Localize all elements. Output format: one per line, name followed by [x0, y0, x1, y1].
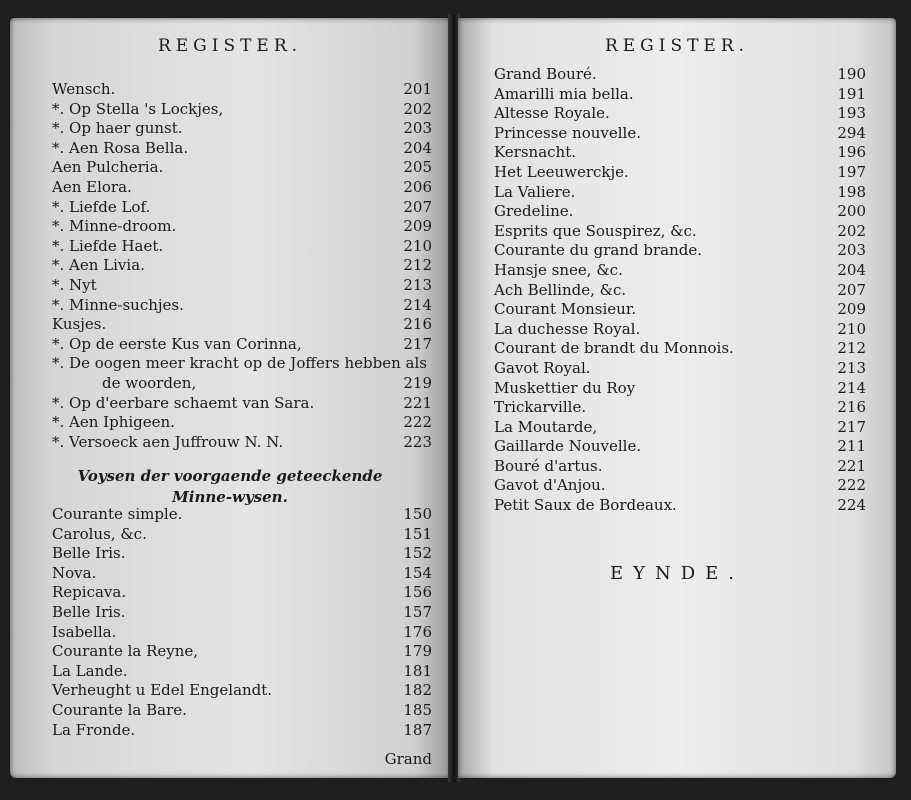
entry-title: Aen Pulcheria.: [52, 158, 164, 177]
entry-page-number: 214: [837, 378, 866, 397]
entry-title: La Valiere.: [494, 182, 576, 201]
right-index-list: [458, 65, 896, 516]
index-entry: [10, 315, 450, 335]
entry-title: Petit Saux de Bordeaux.: [494, 496, 677, 515]
entry-title: Trickarville.: [494, 398, 587, 417]
left-page: [10, 18, 450, 778]
index-entry: [458, 85, 896, 105]
index-entry: [10, 505, 450, 525]
index-entry: [10, 642, 450, 662]
index-entry: [458, 339, 896, 359]
entry-page-number: 221: [403, 393, 432, 412]
entry-title: Kusjes.: [52, 315, 107, 334]
entry-title: Altesse Royale.: [494, 104, 610, 123]
index-entry: [10, 178, 450, 198]
entry-page-number: 193: [837, 104, 866, 123]
entry-page-number: 152: [403, 544, 432, 563]
entry-title: *. Liefde Lof.: [52, 197, 151, 216]
entry-title: *. Aen Rosa Bella.: [52, 138, 189, 157]
entry-page-number: 203: [837, 241, 866, 260]
entry-page-number: 191: [837, 84, 866, 103]
entry-title: *. De oogen meer kracht op de Joffers hebben als: [52, 354, 427, 373]
index-entry: [10, 276, 450, 296]
entry-title: Ach Bellinde, &c.: [494, 280, 627, 299]
index-entry: [458, 124, 896, 144]
index-entry: [10, 80, 450, 100]
entry-title: *. Aen Livia.: [52, 256, 145, 275]
entry-page-number: 213: [837, 358, 866, 377]
entry-page-number: 211: [837, 437, 866, 456]
entry-page-number: 204: [403, 138, 432, 157]
entry-title: Carolus, &c.: [52, 524, 147, 543]
entry-page-number: 224: [837, 496, 866, 515]
entry-page-number: 176: [403, 622, 432, 641]
index-entry: [458, 300, 896, 320]
entry-page-number: 181: [403, 661, 432, 680]
entry-title: Courante la Bare.: [52, 700, 187, 719]
entry-page-number: 204: [837, 260, 866, 279]
entry-page-number: 221: [837, 456, 866, 475]
index-entry: [458, 143, 896, 163]
index-entry: [458, 163, 896, 183]
index-entry: [10, 335, 450, 355]
entry-title: La Fronde.: [52, 720, 136, 739]
index-entry: [10, 237, 450, 257]
index-entry: [10, 603, 450, 623]
index-entry: [458, 359, 896, 379]
entry-page-number: 210: [403, 236, 432, 255]
entry-title: Gavot d'Anjou.: [494, 476, 606, 495]
entry-page-number: 151: [403, 524, 432, 543]
entry-page-number: 187: [403, 720, 432, 739]
entry-page-number: 294: [837, 123, 866, 142]
entry-title: La duchesse Royal.: [494, 319, 641, 338]
entry-title: *. Minne-suchjes.: [52, 295, 184, 314]
entry-page-number: 216: [403, 315, 432, 334]
index-entry: [10, 564, 450, 584]
subheading-line-1: Voysen der voorgaende geteeckende: [77, 467, 383, 485]
entry-title: Belle Iris.: [52, 544, 126, 563]
right-page-header: REGISTER.: [604, 36, 750, 56]
entry-title: Courante du grand brande.: [494, 241, 703, 260]
entry-title: Het Leeuwerckje.: [494, 162, 629, 181]
entry-page-number: 182: [403, 681, 432, 700]
left-index-list: [10, 80, 450, 452]
entry-page-number: 203: [403, 119, 432, 138]
index-entry: [10, 158, 450, 178]
index-entry: [10, 217, 450, 237]
entry-title: Grand Bouré.: [494, 65, 597, 83]
entry-title: Wensch.: [52, 80, 116, 98]
entry-title: de woorden,: [102, 373, 197, 392]
entry-page-number: 202: [837, 221, 866, 240]
entry-page-number: 207: [403, 197, 432, 216]
entry-title: *. Op d'eerbare schaemt van Sara.: [52, 393, 315, 412]
entry-title: *. Nyt: [52, 275, 97, 294]
index-subheading: [10, 466, 450, 508]
entry-title: Courant Monsieur.: [494, 300, 637, 319]
entry-title: Courante simple.: [52, 505, 183, 523]
right-page: [458, 18, 896, 778]
entry-title: Gredeline.: [494, 202, 574, 221]
index-entry: [458, 202, 896, 222]
index-entry: [458, 241, 896, 261]
entry-page-number: 216: [837, 398, 866, 417]
index-entry: [458, 65, 896, 85]
entry-page-number: 217: [403, 334, 432, 353]
entry-title: Princesse nouvelle.: [494, 123, 641, 142]
index-entry: [10, 662, 450, 682]
index-entry: [10, 256, 450, 276]
entry-page-number: 154: [403, 563, 432, 582]
entry-page-number: 179: [403, 642, 432, 661]
entry-title: Repicava.: [52, 583, 127, 602]
entry-page-number: 201: [403, 80, 432, 98]
entry-title: *. Versoeck aen Juffrouw N. N.: [52, 432, 284, 451]
entry-title: *. Op de eerste Kus van Corinna,: [52, 334, 302, 353]
entry-title: Courant de brandt du Monnois.: [494, 339, 734, 358]
entry-page-number: 222: [403, 413, 432, 432]
entry-title: Bouré d'artus.: [494, 456, 603, 475]
index-entry: [458, 379, 896, 399]
entry-page-number: 219: [403, 373, 432, 392]
entry-title: Muskettier du Roy: [494, 378, 636, 397]
index-entry: [10, 623, 450, 643]
index-entry: [10, 413, 450, 433]
left-tune-list: [10, 505, 450, 740]
index-entry: [458, 457, 896, 477]
entry-page-number: 206: [403, 177, 432, 196]
index-entry: [10, 354, 450, 374]
index-entry: [10, 544, 450, 564]
index-entry: [458, 281, 896, 301]
entry-title: Gavot Royal.: [494, 358, 591, 377]
entry-page-number: 207: [837, 280, 866, 299]
entry-page-number: 223: [403, 432, 432, 451]
entry-title: Gaillarde Nouvelle.: [494, 437, 642, 456]
index-entry: [458, 183, 896, 203]
entry-page-number: 214: [403, 295, 432, 314]
index-entry: [10, 583, 450, 603]
entry-title: La Moutarde,: [494, 417, 598, 436]
index-entry: [458, 261, 896, 281]
entry-page-number: 217: [837, 417, 866, 436]
index-entry: [10, 701, 450, 721]
index-entry: [10, 119, 450, 139]
entry-page-number: 185: [403, 700, 432, 719]
index-entry: [10, 374, 450, 394]
entry-title: Aen Elora.: [52, 177, 132, 196]
subheading-line-2: Minne-wysen.: [172, 488, 288, 506]
entry-page-number: 213: [403, 275, 432, 294]
end-text: EYNDE.: [609, 563, 745, 584]
entry-page-number: 198: [837, 182, 866, 201]
entry-title: Courante la Reyne,: [52, 642, 199, 661]
index-entry: [10, 394, 450, 414]
entry-page-number: 190: [837, 65, 866, 83]
entry-page-number: 212: [403, 256, 432, 275]
entry-page-number: 202: [403, 99, 432, 118]
entry-page-number: 212: [837, 339, 866, 358]
index-entry: [458, 437, 896, 457]
entry-title: Kersnacht.: [494, 143, 577, 162]
index-entry: [10, 296, 450, 316]
index-entry: [10, 681, 450, 701]
index-entry: [458, 418, 896, 438]
entry-title: Amarilli mia bella.: [494, 84, 634, 103]
entry-page-number: 156: [403, 583, 432, 602]
index-entry: [458, 496, 896, 516]
entry-title: Verheught u Edel Engelandt.: [52, 681, 273, 700]
entry-page-number: 157: [403, 602, 432, 621]
entry-title: *. Op haer gunst.: [52, 119, 183, 138]
entry-title: Isabella.: [52, 622, 117, 641]
index-entry: [10, 525, 450, 545]
entry-title: Belle Iris.: [52, 602, 126, 621]
index-entry: [458, 222, 896, 242]
entry-title: Nova.: [52, 563, 97, 582]
entry-page-number: 150: [403, 505, 432, 523]
entry-title: *. Op Stella 's Lockjes,: [52, 99, 224, 118]
entry-title: Hansje snee, &c.: [494, 260, 623, 279]
entry-page-number: 210: [837, 319, 866, 338]
index-entry: [10, 721, 450, 741]
index-entry: [10, 433, 450, 453]
entry-title: La Lande.: [52, 661, 128, 680]
entry-page-number: 197: [837, 162, 866, 181]
index-entry: [458, 398, 896, 418]
entry-page-number: 205: [403, 158, 432, 177]
index-entry: [458, 104, 896, 124]
entry-title: *. Liefde Haet.: [52, 236, 164, 255]
index-entry: [10, 198, 450, 218]
catchword: Grand: [384, 750, 432, 768]
entry-title: *. Minne-droom.: [52, 217, 177, 236]
entry-page-number: 222: [837, 476, 866, 495]
entry-page-number: 196: [837, 143, 866, 162]
entry-page-number: 200: [837, 202, 866, 221]
entry-title: *. Aen Iphigeen.: [52, 413, 175, 432]
entry-page-number: 209: [403, 217, 432, 236]
index-entry: [10, 139, 450, 159]
entry-page-number: 209: [837, 300, 866, 319]
index-entry: [10, 100, 450, 120]
index-entry: [458, 320, 896, 340]
left-page-header: REGISTER.: [157, 36, 303, 56]
entry-title: Esprits que Souspirez, &c.: [494, 221, 697, 240]
index-entry: [458, 476, 896, 496]
